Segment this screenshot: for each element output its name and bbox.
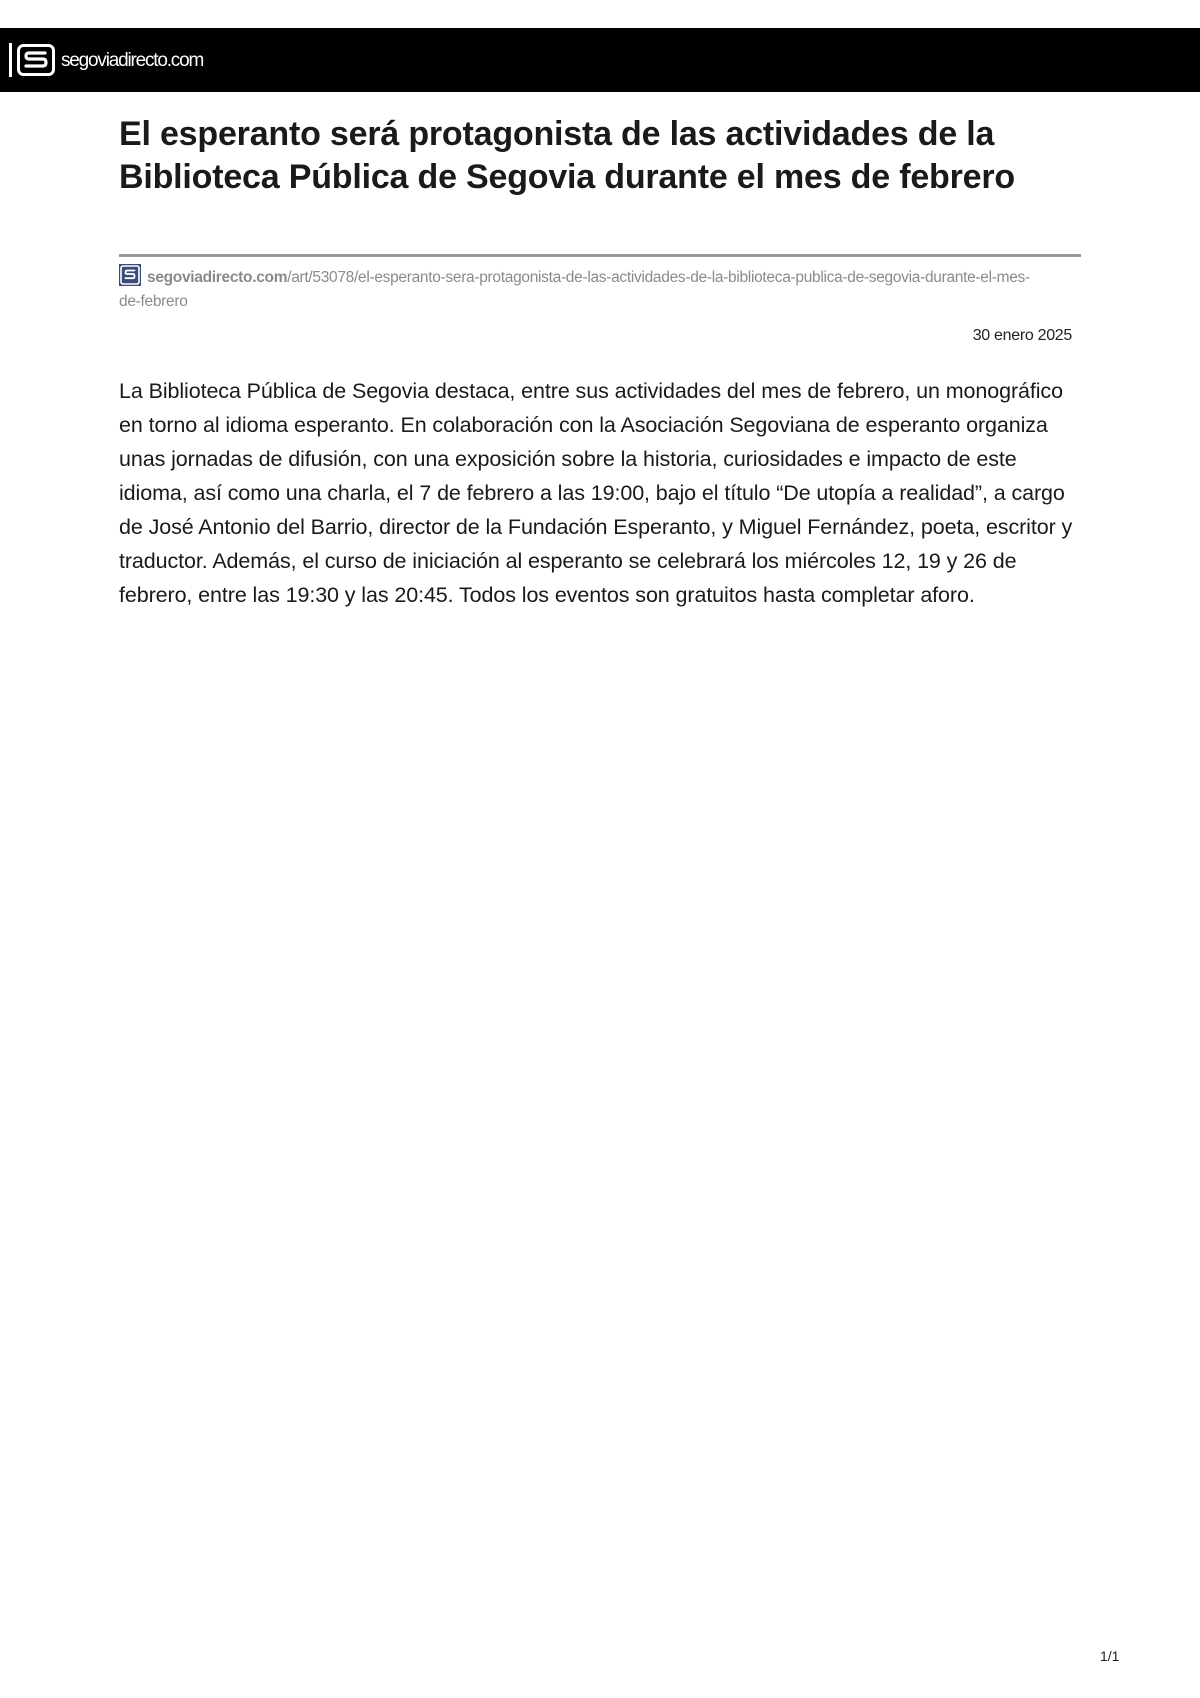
source-domain: segoviadirecto.com	[147, 269, 288, 286]
article-title: El esperanto será protagonista de las actividades de la Biblioteca Pública de Segovia durante el mes de febrero	[119, 115, 1015, 196]
article-body: La Biblioteca Pública de Segovia destaca, entre sus actividades del mes de febrero, un monográfico en torno al idioma esperanto. En colaboración con la Asociación Segoviana de esperanto organiza unas jornadas de difusión, con una exposición sobre la historia, curiosidades e impacto de este idioma, así como una charla, el 7 de febrero a las 19:00, bajo el título “De utopía a realidad”, a cargo de José Antonio del Barrio, director de la Fundación Esperanto, y Miguel Fernández, poeta, escritor y traductor. Además, el curso de iniciación al esperanto se celebrará los miércoles 12, 19 y 26 de febrero, entre las 19:30 y las 20:45. Todos los eventos son gratuitos hasta completar aforo.	[119, 379, 1073, 607]
segoviadirecto-logo-icon	[17, 44, 55, 76]
article-source-link[interactable]	[119, 264, 1049, 314]
logo-text: segoviadirecto.com	[61, 49, 204, 71]
segoviadirecto-favicon-icon	[119, 264, 141, 286]
logo-divider	[9, 43, 12, 77]
site-logo[interactable]	[9, 42, 203, 78]
site-header	[0, 28, 1200, 92]
source-path: /art/53078/el-esperanto-sera-protagonista-de-las-actividades-de-la-biblioteca-publica-de-segovia-durante-el-mes-de-febrero	[119, 269, 1030, 310]
title-divider	[119, 254, 1081, 257]
article-date: 30 enero 2025	[972, 327, 1072, 344]
page-number: 1/1	[1100, 1648, 1120, 1664]
